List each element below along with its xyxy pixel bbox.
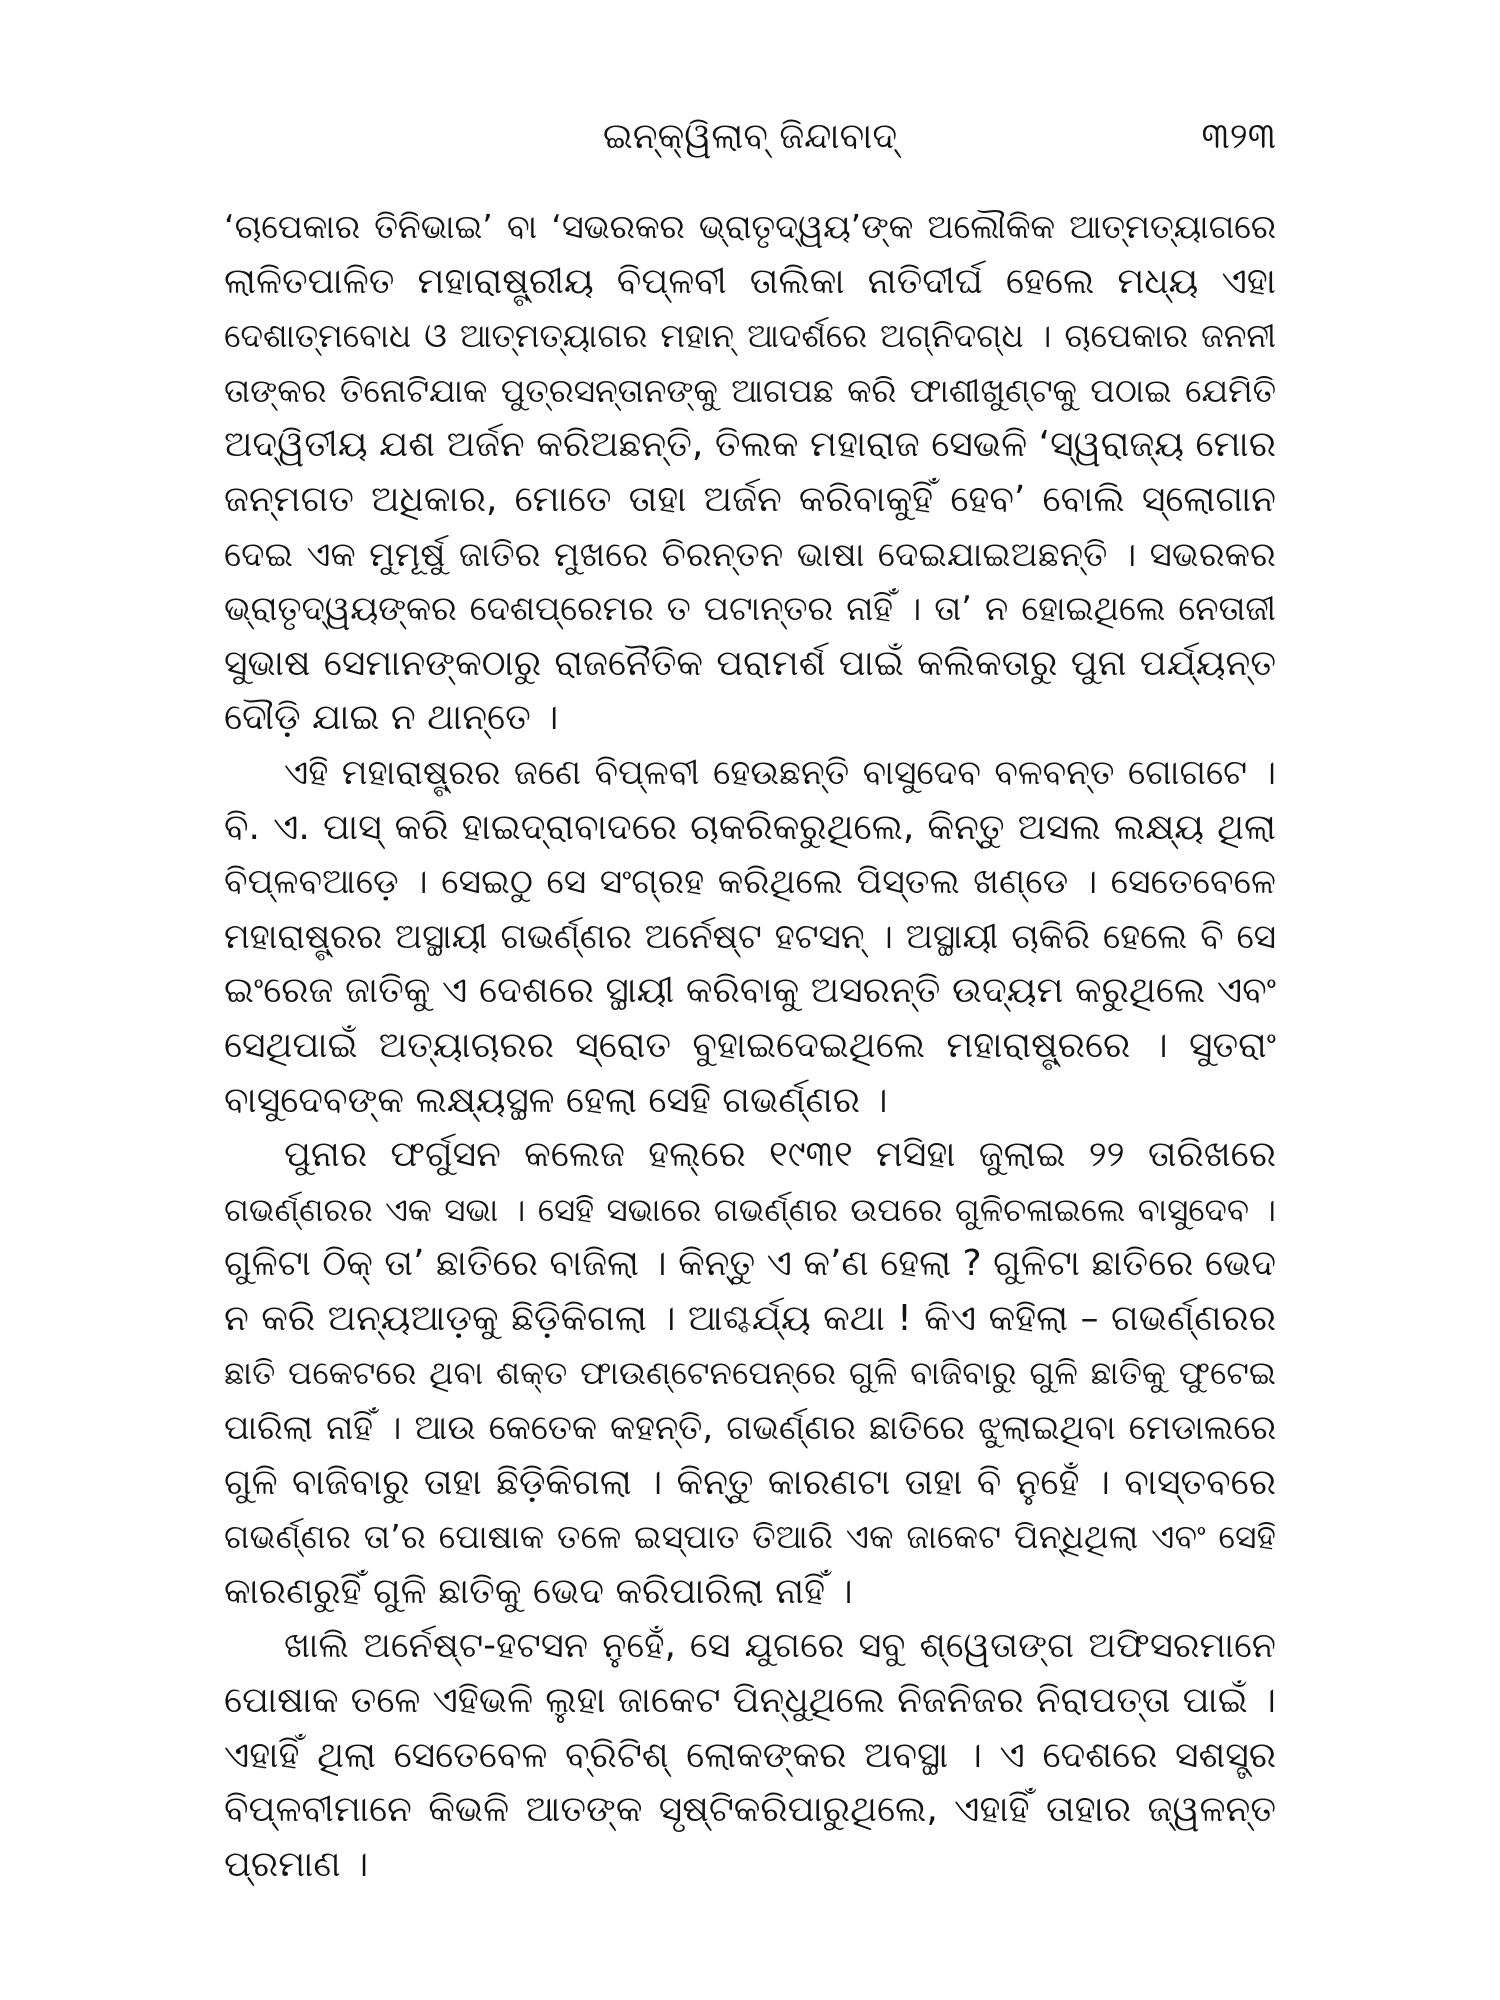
text-line: ସୁଭାଷ ସେମାନଙ୍କଠାରୁ ରାଜନୈତିକ ପରାମର୍ଶ ପାଇଁ କଲିକତାରୁ ପୁନା ପର୍ଯ୍ୟନ୍ତ <box>224 642 1276 684</box>
text-line: ନ କରି ଅନ୍ୟଆଡ଼କୁ ଛିଡ଼ିକିଗଲା । ଆଶ୍ଚର୍ଯ୍ୟ କଥା ! କିଏ କହିଲା – ଗଭର୍ଣ୍ଣରର <box>224 1297 1276 1339</box>
text-line: ଗୁଳିଟା ଠିକ୍ ତା’ ଛାତିରେ ବାଜିଲା । କିନ୍ତୁ ଏ କ’ଣ ହେଲା ? ଗୁଳିଟା ଛାତିରେ ଭେଦ <box>224 1243 1276 1285</box>
text-line: ମହାରାଷ୍ଟ୍ରର ଅସ୍ଥାୟୀ ଗଭର୍ଣ୍ଣର ଅର୍ନେଷ୍ଟ ହଟସନ୍ । ଅସ୍ଥାୟୀ ଚାକିରି ହେଲେ ବି ସେ <box>224 916 1276 957</box>
text-line: ବି. ଏ. ପାସ୍ କରି ହାଇଦ୍ରାବାଦରେ ଚାକରିକରୁଥିଲେ, କିନ୍ତୁ ଅସଲ ଲକ୍ଷ୍ୟ ଥିଲା <box>224 806 1276 848</box>
text-line: ବିପ୍ଳବଆଡ଼େ । ସେଇଠୁ ସେ ସଂଗ୍ରହ କରିଥିଲେ ପିସ୍ତଲ ଖଣ୍ଡେ । ସେତେବେଳେ <box>224 862 1276 903</box>
text-line: ପୁନାର ଫର୍ଗୁସନ କଲେଜ ହଲ୍‌ରେ ୧୯୩୧ ମସିହା ଜୁଲାଇ ୨୨ ତାରିଖରେ <box>284 1134 1276 1176</box>
text-line: ଗଭର୍ଣ୍ଣର ତା’ର ପୋଷାକ ତଳେ ଇସ୍ପାତ ତିଆରି ଏକ ଜାକେଟ ପିନ୍ଧିଥିଲା ଏବଂ ସେହି <box>224 1517 1276 1557</box>
text-line: ଦେଶାତ୍ମବୋଧ ଓ ଆତ୍ମତ୍ୟାଗର ମହାନ୍ ଆଦର୍ଶରେ ଅଗ୍ନିଦଗ୍ଧ । ଚାପେକାର ଜନନୀ <box>224 317 1276 356</box>
text-line: ତାଙ୍କର ତିନୋଟିଯାକ ପୁତ୍ରସନ୍ତାନଙ୍କୁ ଆଗପଛ କରି ଫାଶୀଖୁଣ୍ଟକୁ ପଠାଇ ଯେମିତି <box>224 371 1276 410</box>
paragraph <box>224 746 1276 1128</box>
running-header <box>224 112 1276 162</box>
running-title: ଇନ୍‌କ୍ୱିଲାବ୍ ଜିନ୍ଦାବାଦ୍ <box>602 116 898 157</box>
text-line: ଏହାହିଁ ଥିଲା ସେତେବେଳ ବ୍ରିଟିଶ୍ ଲୋକଙ୍କର ଅବସ୍ଥା । ଏ ଦେଶରେ ସଶସ୍ତ୍ର <box>224 1734 1276 1776</box>
paragraph <box>224 200 1276 746</box>
text-line: ଦୌଡ଼ି ଯାଇ ନ ଥାନ୍ତେ । <box>224 697 559 739</box>
text-line: କାରଣରୁହିଁ ଗୁଳି ଛାତିକୁ ଭେଦ କରିପାରିଲା ନାହିଁ । <box>224 1570 853 1612</box>
text-line: ଖାଲି ଅର୍ନେଷ୍ଟ-ହଟସନ ନୁହେଁ, ସେ ଯୁଗରେ ସବୁ ଶ୍ୱେତାଙ୍ଗ ଅଫିସରମାନେ <box>284 1625 1276 1667</box>
text-line: ଏହି ମହାରାଷ୍ଟ୍ରର ଜଣେ ବିପ୍ଳବୀ ହେଉଛନ୍ତି ବାସୁଦେବ ବଳବନ୍ତ ଗୋଗଟେ । <box>284 752 1276 793</box>
text-line: ସେଥିପାଇଁ ଅତ୍ୟାଚାରର ସ୍ରୋତ ବୁହାଇଦେଇଥିଲେ ମହାରାଷ୍ଟ୍ରରେ । ସୁତରାଂ <box>224 1024 1276 1066</box>
paragraph <box>224 1128 1276 1619</box>
text-line: ବିପ୍ଳବୀମାନେ କିଭଳି ଆତଙ୍କ ସୃଷ୍ଟିକରିପାରୁଥିଲେ, ଏହାହିଁ ତାହାର ଜ୍ୱଳନ୍ତ <box>224 1789 1276 1831</box>
text-line: ଦେଇ ଏକ ମୁମୂର୍ଷୁ ଜାତିର ମୁଖରେ ଚିରନ୍ତନ ଭାଷା ଦେଇଯାଇଅଛନ୍ତି । ସଭରକର <box>224 534 1276 575</box>
paragraph <box>224 1619 1276 1892</box>
text-line: ପାରିଲା ନାହିଁ । ଆଉ କେତେକ କହନ୍ତି, ଗଭର୍ଣ୍ଣର ଛାତିରେ ଝୁଲାଇଥିବା ମେଡାଲରେ <box>224 1408 1276 1448</box>
body-text <box>224 200 1276 1892</box>
text-line: ଗୁଳି ବାଜିବାରୁ ତାହା ଛିଡ଼ିକିଗଲା । କିନ୍ତୁ କାରଣଟା ତାହା ବି ନୁହେଁ । ବାସ୍ତବରେ <box>224 1461 1276 1503</box>
text-line: ଇଂରେଜ ଜାତିକୁ ଏ ଦେଶରେ ସ୍ଥାୟୀ କରିବାକୁ ଅସରନ୍ତି ଉଦ୍ୟମ କରୁଥିଲେ ଏବଂ <box>224 970 1276 1012</box>
text-line: ପ୍ରମାଣ । <box>224 1843 369 1885</box>
text-line: ଗଭର୍ଣ୍ଣରର ଏକ ସଭା । ସେହି ସଭାରେ ଗଭର୍ଣ୍ଣର ଉପରେ ଗୁଳିଚଳାଇଲେ ବାସୁଦେବ । <box>224 1190 1276 1229</box>
text-line: ବାସୁଦେବଙ୍କ ଲକ୍ଷ୍ୟସ୍ଥଳ ହେଲା ସେହି ଗଭର୍ଣ୍ଣର । <box>224 1079 888 1121</box>
text-line: ଭ୍ରାତୃଦ୍ୱୟଙ୍କର ଦେଶପ୍ରେମର ତ ପଟାନ୍ତର ନାହିଁ । ତା’ ନ ହୋଇଥିଲେ ନେତାଜୀ <box>224 589 1276 629</box>
text-line: ଲାଳିତପାଳିତ ମହାରାଷ୍ଟ୍ରୀୟ ବିପ୍ଳବୀ ତାଲିକା ନାତିଦୀର୍ଘ ହେଲେ ମଧ୍ୟ ଏହା <box>224 260 1276 302</box>
text-line: ଅଦ୍ୱିତୀୟ ଯଶ ଅର୍ଜନ କରିଅଛନ୍ତି, ତିଲକ ମହାରାଜ ସେଭଳି ‘ସ୍ୱରାଜ୍ୟ ମୋର <box>224 424 1276 466</box>
text-line: ଛାତି ପକେଟରେ ଥିବା ଶକ୍ତ ଫାଉଣ୍ଟେନପେନ୍‌ରେ ଗୁଳି ବାଜିବାରୁ ଗୁଳି ଛାତିକୁ ଫୁଟେଇ <box>224 1354 1276 1393</box>
text-line: ପୋଷାକ ତଳେ ଏହିଭଳି ଲୁହା ଜାକେଟ ପିନ୍ଧୁଥିଲେ ନିଜନିଜର ନିରାପତ୍ତା ପାଇଁ । <box>224 1680 1276 1722</box>
page-number: ୩୨୩ <box>1201 116 1276 157</box>
text-line: ଜନ୍ମଗତ ଅଧିକାର, ମୋତେ ତାହା ଅର୍ଜନ କରିବାକୁହିଁ ହେବ’ ବୋଲି ସ୍ଲୋଗାନ <box>224 478 1276 520</box>
text-line: ‘ଚାପେକାର ତିନିଭାଇ’ ବା ‘ସଭରକର ଭ୍ରାତୃଦ୍ୱୟ’ଙ୍କ ଅଲୌକିକ ଆତ୍ମତ୍ୟାଗରେ <box>224 207 1276 246</box>
